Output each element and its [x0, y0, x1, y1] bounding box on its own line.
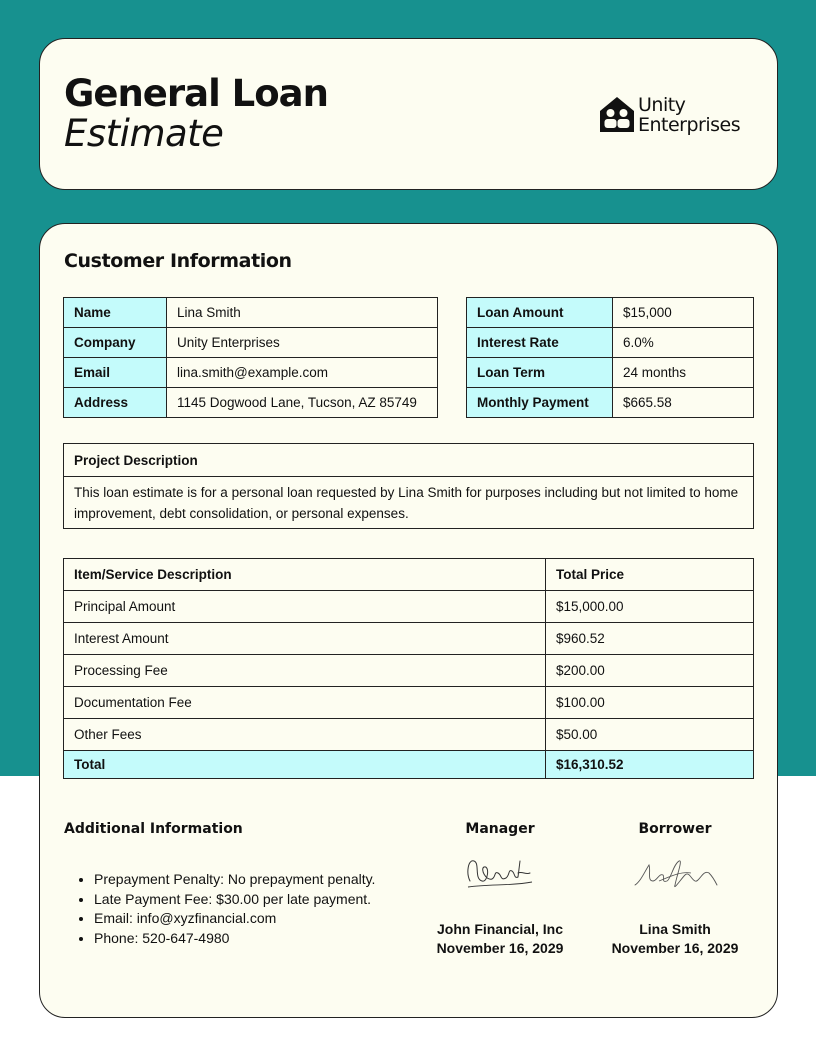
address-value: 1145 Dogwood Lane, Tucson, AZ 85749 — [167, 388, 438, 418]
logo-line1: Unity — [638, 94, 686, 116]
logo-line2: Enterprises — [638, 114, 741, 136]
list-item: • Late Payment Fee: $30.00 per late payment. — [94, 890, 375, 910]
item-price: $200.00 — [546, 655, 754, 687]
loan-info-table — [466, 297, 754, 418]
table-row — [64, 655, 754, 687]
page-subtitle: Estimate — [64, 112, 224, 155]
project-description-table — [63, 443, 754, 529]
borrower-date: November 16, 2029 — [611, 940, 739, 956]
items-table — [63, 558, 754, 779]
table-row — [64, 388, 438, 418]
house-people-icon — [598, 95, 636, 133]
manager-name: John Financial, Inc — [436, 921, 564, 937]
total-row — [64, 751, 754, 779]
item-price: $50.00 — [546, 719, 754, 751]
main-card — [39, 223, 778, 1018]
item-description: Principal Amount — [64, 591, 546, 623]
page-title: General Loan — [64, 72, 328, 115]
project-description-text: This loan estimate is for a personal loan requested by Lina Smith for purposes including but not limited to home improvement, debt consolidation, or personal expenses. — [64, 477, 754, 529]
item-description: Documentation Fee — [64, 687, 546, 719]
column-header-price: Total Price — [546, 559, 754, 591]
table-row — [64, 328, 438, 358]
customer-info-title: Customer Information — [64, 250, 292, 272]
email-label: Email — [64, 358, 167, 388]
monthly-payment-label: Monthly Payment — [467, 388, 613, 418]
interest-rate-value: 6.0% — [613, 328, 754, 358]
customer-info-table — [63, 297, 438, 418]
borrower-role: Borrower — [638, 821, 712, 837]
item-price: $15,000.00 — [546, 591, 754, 623]
table-row — [64, 719, 754, 751]
loan-term-label: Loan Term — [467, 358, 613, 388]
table-row — [64, 298, 438, 328]
loan-amount-label: Loan Amount — [467, 298, 613, 328]
additional-info-title: Additional Information — [64, 821, 243, 837]
company-value: Unity Enterprises — [167, 328, 438, 358]
logo-text — [638, 95, 740, 135]
borrower-name: Lina Smith — [639, 921, 711, 937]
interest-rate-label: Interest Rate — [467, 328, 613, 358]
address-label: Address — [64, 388, 167, 418]
project-description-heading: Project Description — [64, 444, 754, 477]
list-item: • Email: info@xyzfinancial.com — [94, 909, 375, 929]
item-price: $100.00 — [546, 687, 754, 719]
item-price: $960.52 — [546, 623, 754, 655]
loan-amount-value: $15,000 — [613, 298, 754, 328]
list-item: • Phone: 520-647-4980 — [94, 929, 375, 949]
table-row — [467, 388, 754, 418]
monthly-payment-value: $665.58 — [613, 388, 754, 418]
name-value: Lina Smith — [167, 298, 438, 328]
total-value: $16,310.52 — [546, 751, 754, 779]
company-label: Company — [64, 328, 167, 358]
header-card — [39, 38, 778, 190]
borrower-signature — [595, 843, 755, 905]
total-label: Total — [64, 751, 546, 779]
signature-drawing — [629, 851, 721, 895]
table-row — [467, 358, 754, 388]
table-row — [467, 328, 754, 358]
item-description: Other Fees — [64, 719, 546, 751]
name-label: Name — [64, 298, 167, 328]
manager-signature-block — [420, 821, 580, 958]
table-row — [467, 298, 754, 328]
list-item: • Prepayment Penalty: No prepayment penalty. — [94, 870, 375, 890]
manager-date: November 16, 2029 — [436, 940, 564, 956]
borrower-signature-block — [595, 821, 755, 958]
column-header-description: Item/Service Description — [64, 559, 546, 591]
table-row — [64, 623, 754, 655]
table-header-row — [64, 559, 754, 591]
signature-drawing — [460, 851, 540, 895]
additional-info-list — [94, 870, 375, 948]
item-description: Interest Amount — [64, 623, 546, 655]
table-row — [64, 687, 754, 719]
item-description: Processing Fee — [64, 655, 546, 687]
email-value: lina.smith@example.com — [167, 358, 438, 388]
company-logo — [598, 95, 758, 139]
loan-term-value: 24 months — [613, 358, 754, 388]
table-row — [64, 358, 438, 388]
manager-signature — [420, 843, 580, 905]
table-row — [64, 591, 754, 623]
manager-role: Manager — [465, 821, 535, 837]
